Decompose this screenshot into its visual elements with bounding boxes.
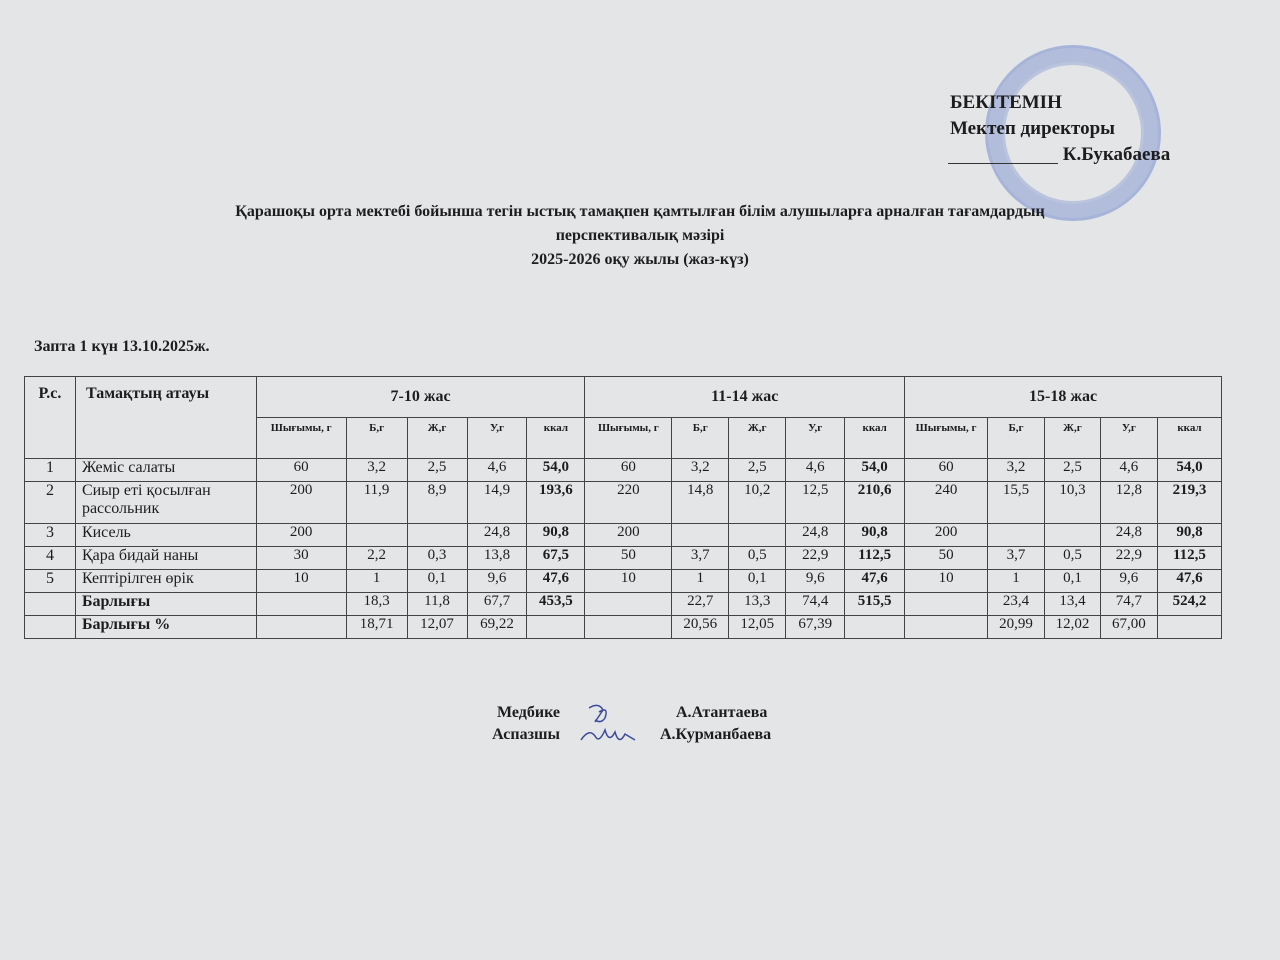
- cell-carbs: 14,9: [467, 482, 527, 524]
- cell-yield: [256, 616, 346, 639]
- cell-yield: 200: [905, 524, 988, 547]
- subheader-kcal: ккал: [1157, 418, 1221, 459]
- cell-carbs: 9,6: [467, 570, 527, 593]
- subheader-carbs: У,г: [786, 418, 845, 459]
- cell-carbs: 24,8: [1100, 524, 1157, 547]
- cell-yield: 10: [585, 570, 672, 593]
- cell-fat: 12,07: [407, 616, 467, 639]
- dish-name: Барлығы: [75, 593, 256, 616]
- cell-yield: [585, 593, 672, 616]
- cell-carbs: 74,7: [1100, 593, 1157, 616]
- cell-yield: [905, 616, 988, 639]
- cell-carbs: 4,6: [786, 459, 845, 482]
- cell-carbs: 13,8: [467, 547, 527, 570]
- cell-yield: 30: [256, 547, 346, 570]
- subheader-kcal: ккал: [845, 418, 905, 459]
- row-number: 3: [25, 524, 76, 547]
- cell-protein: 3,7: [988, 547, 1045, 570]
- cell-protein: 1: [346, 570, 407, 593]
- cell-protein: 11,9: [346, 482, 407, 524]
- title-line-2: перспективалық мәзірі: [555, 227, 725, 244]
- cell-carbs: 74,4: [786, 593, 845, 616]
- cell-yield: 240: [905, 482, 988, 524]
- cell-kcal: 54,0: [845, 459, 905, 482]
- cell-yield: [256, 593, 346, 616]
- cell-protein: 18,71: [346, 616, 407, 639]
- cell-yield: 50: [585, 547, 672, 570]
- subheader-fat: Ж,г: [407, 418, 467, 459]
- cell-fat: 2,5: [1045, 459, 1101, 482]
- cell-protein: [672, 524, 729, 547]
- cell-kcal: 90,8: [845, 524, 905, 547]
- cell-fat: 8,9: [407, 482, 467, 524]
- signature-names: [660, 702, 771, 746]
- cell-kcal: 90,8: [527, 524, 585, 547]
- cell-kcal: 193,6: [527, 482, 585, 524]
- dish-name: Кисель: [75, 524, 256, 547]
- cell-fat: 0,5: [729, 547, 786, 570]
- cell-carbs: 67,7: [467, 593, 527, 616]
- cell-carbs: 9,6: [1100, 570, 1157, 593]
- table-row: [25, 616, 1222, 639]
- cell-carbs: 67,00: [1100, 616, 1157, 639]
- table-row: [25, 482, 1222, 524]
- cell-yield: 220: [585, 482, 672, 524]
- cell-protein: 20,99: [988, 616, 1045, 639]
- cell-carbs: 22,9: [786, 547, 845, 570]
- cell-protein: 1: [672, 570, 729, 593]
- cell-protein: 15,5: [988, 482, 1045, 524]
- subheader-yield: Шығымы, г: [256, 418, 346, 459]
- cell-protein: 3,2: [988, 459, 1045, 482]
- signature-line: [948, 163, 1058, 164]
- dish-name: Қара бидай наны: [75, 547, 256, 570]
- cell-kcal: 219,3: [1157, 482, 1221, 524]
- cell-yield: [905, 593, 988, 616]
- subheader-protein: Б,г: [988, 418, 1045, 459]
- cell-yield: 50: [905, 547, 988, 570]
- menu-table: [24, 376, 1222, 639]
- cell-protein: 20,56: [672, 616, 729, 639]
- cell-fat: 13,3: [729, 593, 786, 616]
- name-nurse: А.Атантаева: [676, 704, 768, 721]
- table-row: [25, 570, 1222, 593]
- table-row: [25, 459, 1222, 482]
- cell-kcal: 515,5: [845, 593, 905, 616]
- cell-fat: [1045, 524, 1101, 547]
- name-cook: А.Курманбаева: [660, 726, 772, 743]
- role-nurse: Медбике: [496, 704, 560, 721]
- approval-title: БЕКІТЕМІН: [950, 92, 1062, 113]
- subheader-yield: Шығымы, г: [905, 418, 988, 459]
- subheader-kcal: ккал: [527, 418, 585, 459]
- cell-carbs: 9,6: [786, 570, 845, 593]
- director-name: К.Букабаева: [1062, 144, 1171, 165]
- cell-kcal: 524,2: [1157, 593, 1221, 616]
- cell-protein: 23,4: [988, 593, 1045, 616]
- cell-yield: 60: [905, 459, 988, 482]
- cell-protein: 14,8: [672, 482, 729, 524]
- cell-protein: 3,2: [672, 459, 729, 482]
- cell-kcal: 47,6: [1157, 570, 1221, 593]
- header-group: 11-14 жас: [585, 377, 905, 418]
- cell-yield: [585, 616, 672, 639]
- cell-carbs: 69,22: [467, 616, 527, 639]
- subheader-carbs: У,г: [467, 418, 527, 459]
- cell-fat: 0,1: [407, 570, 467, 593]
- cell-kcal: 453,5: [527, 593, 585, 616]
- cell-yield: 10: [905, 570, 988, 593]
- document-title: [0, 200, 1280, 272]
- cell-carbs: 12,8: [1100, 482, 1157, 524]
- role-cook: Аспазшы: [492, 726, 560, 743]
- cell-fat: 2,5: [729, 459, 786, 482]
- cell-protein: 2,2: [346, 547, 407, 570]
- cell-fat: 13,4: [1045, 593, 1101, 616]
- cell-fat: 11,8: [407, 593, 467, 616]
- row-number: [25, 616, 76, 639]
- cell-protein: 18,3: [346, 593, 407, 616]
- cell-fat: 2,5: [407, 459, 467, 482]
- header-rs: Р.с.: [25, 377, 76, 459]
- cell-protein: 3,7: [672, 547, 729, 570]
- approval-position: Мектеп директоры: [950, 118, 1116, 139]
- subheader-fat: Ж,г: [729, 418, 786, 459]
- subheader-fat: Ж,г: [1045, 418, 1101, 459]
- row-number: 4: [25, 547, 76, 570]
- cell-carbs: 4,6: [467, 459, 527, 482]
- cell-fat: 12,02: [1045, 616, 1101, 639]
- cell-protein: 3,2: [346, 459, 407, 482]
- cell-kcal: 54,0: [1157, 459, 1221, 482]
- subheader-carbs: У,г: [1100, 418, 1157, 459]
- cell-yield: 200: [256, 524, 346, 547]
- cell-fat: 0,3: [407, 547, 467, 570]
- dish-name: Жеміс салаты: [75, 459, 256, 482]
- cell-fat: [407, 524, 467, 547]
- cell-fat: 0,1: [1045, 570, 1101, 593]
- header-group: 7-10 жас: [256, 377, 585, 418]
- subheader-protein: Б,г: [346, 418, 407, 459]
- handwritten-signatures: [575, 700, 645, 750]
- cell-kcal: 67,5: [527, 547, 585, 570]
- table-row: [25, 593, 1222, 616]
- cell-fat: 10,2: [729, 482, 786, 524]
- cell-carbs: 24,8: [786, 524, 845, 547]
- table-row: [25, 547, 1222, 570]
- header-name: Тамақтың атауы: [75, 377, 256, 459]
- cell-kcal: [1157, 616, 1221, 639]
- dish-name: Барлығы %: [75, 616, 256, 639]
- approval-block: [950, 90, 1170, 168]
- row-number: 5: [25, 570, 76, 593]
- signature-roles: [484, 702, 560, 746]
- cell-kcal: 210,6: [845, 482, 905, 524]
- cell-carbs: 12,5: [786, 482, 845, 524]
- menu-day: Запта 1 күн 13.10.2025ж.: [34, 338, 210, 355]
- cell-fat: 0,5: [1045, 547, 1101, 570]
- cell-fat: [729, 524, 786, 547]
- table-row: [25, 524, 1222, 547]
- cell-carbs: 67,39: [786, 616, 845, 639]
- cell-protein: [346, 524, 407, 547]
- cell-kcal: 54,0: [527, 459, 585, 482]
- cell-kcal: 47,6: [845, 570, 905, 593]
- cell-protein: [988, 524, 1045, 547]
- cell-yield: 60: [585, 459, 672, 482]
- cell-kcal: 47,6: [527, 570, 585, 593]
- cell-yield: 10: [256, 570, 346, 593]
- cell-carbs: 24,8: [467, 524, 527, 547]
- cell-carbs: 22,9: [1100, 547, 1157, 570]
- cell-yield: 200: [256, 482, 346, 524]
- header-group: 15-18 жас: [905, 377, 1222, 418]
- cell-kcal: [527, 616, 585, 639]
- cell-carbs: 4,6: [1100, 459, 1157, 482]
- cell-kcal: [845, 616, 905, 639]
- subheader-yield: Шығымы, г: [585, 418, 672, 459]
- dish-name: Кептірілген өрік: [75, 570, 256, 593]
- cell-yield: 60: [256, 459, 346, 482]
- row-number: [25, 593, 76, 616]
- cell-kcal: 112,5: [1157, 547, 1221, 570]
- cell-protein: 1: [988, 570, 1045, 593]
- cell-protein: 22,7: [672, 593, 729, 616]
- cell-fat: 12,05: [729, 616, 786, 639]
- title-line-1: Қарашоқы орта мектебі бойынша тегін ыстық тамақпен қамтылған білім алушыларға арналған тағамдардың: [235, 203, 1045, 220]
- row-number: 1: [25, 459, 76, 482]
- row-number: 2: [25, 482, 76, 524]
- cell-fat: 10,3: [1045, 482, 1101, 524]
- dish-name: Сиыр еті қосылған рассольник: [75, 482, 256, 524]
- cell-kcal: 90,8: [1157, 524, 1221, 547]
- subheader-protein: Б,г: [672, 418, 729, 459]
- title-line-3: 2025-2026 оқу жылы (жаз-күз): [531, 251, 749, 268]
- cell-fat: 0,1: [729, 570, 786, 593]
- cell-kcal: 112,5: [845, 547, 905, 570]
- cell-yield: 200: [585, 524, 672, 547]
